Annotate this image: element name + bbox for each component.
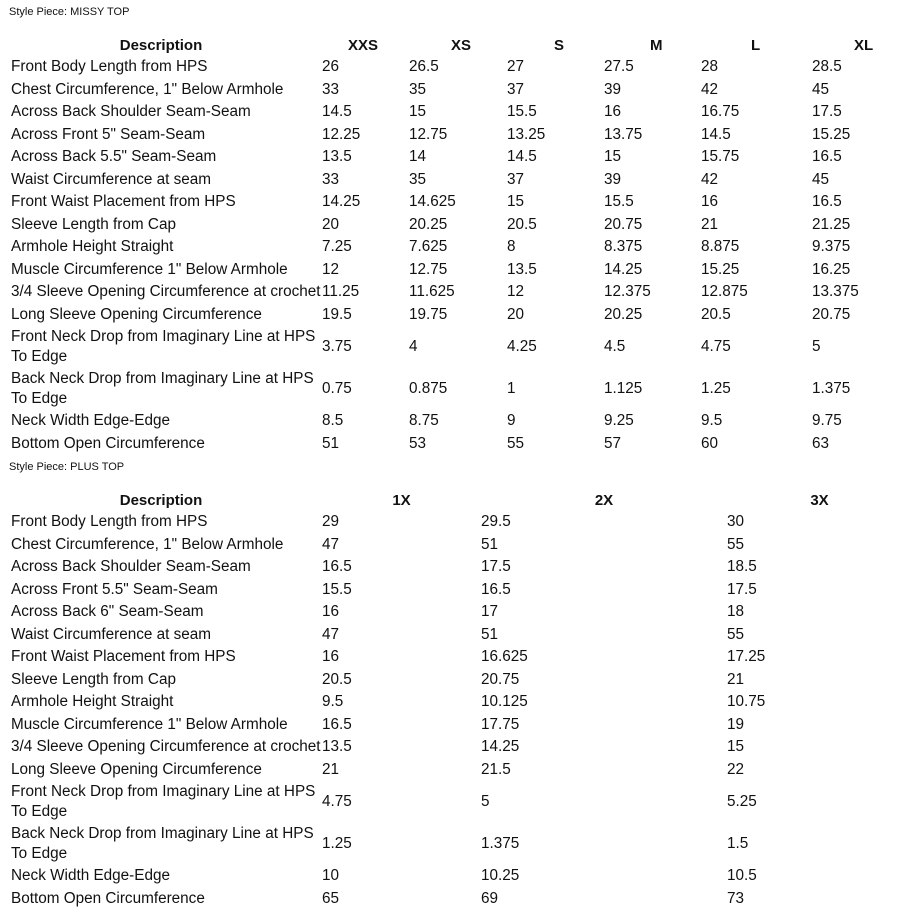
measurement-cell: 14.25 xyxy=(604,260,643,278)
measurement-cell: 27 xyxy=(507,58,525,76)
row-description: Sleeve Length from Cap xyxy=(11,670,176,688)
measurement-cell: 17.5 xyxy=(812,103,842,121)
row-description: Long Sleeve Opening Circumference xyxy=(11,305,262,323)
table-row xyxy=(0,236,912,259)
plus-size-table xyxy=(0,489,912,910)
missy-section xyxy=(0,0,920,455)
row-description: Front Waist Placement from HPS xyxy=(11,648,236,666)
style-piece-label: Style Piece: PLUS TOP xyxy=(9,461,125,473)
table-row xyxy=(0,759,912,782)
table-row xyxy=(0,259,912,282)
table-row xyxy=(0,579,912,602)
measurement-cell: 42 xyxy=(701,170,719,188)
table-row xyxy=(0,146,912,169)
measurement-cell: 11.625 xyxy=(409,283,455,301)
measurement-cell: 9.25 xyxy=(604,412,634,430)
row-description: Back Neck Drop from Imaginary Line at HPS To Edge xyxy=(11,370,314,407)
measurement-cell: 9.5 xyxy=(701,412,723,430)
plus-table-body xyxy=(0,511,912,910)
measurement-cell: 1.375 xyxy=(812,380,851,397)
measurement-cell: 14.5 xyxy=(507,148,537,166)
measurement-cell: 22 xyxy=(727,760,745,778)
measurement-cell: 35 xyxy=(409,80,427,98)
measurement-cell: 47 xyxy=(322,535,340,553)
measurement-cell: 51 xyxy=(322,434,340,452)
measurement-cell: 4.75 xyxy=(701,338,731,355)
measurement-cell: 16 xyxy=(322,603,340,621)
row-description: Waist Circumference at seam xyxy=(11,625,212,643)
table-row xyxy=(0,56,912,79)
row-description: Sleeve Length from Cap xyxy=(11,215,176,233)
measurement-cell: 39 xyxy=(604,170,622,188)
row-description: Across Front 5" Seam-Seam xyxy=(11,125,206,143)
table-row xyxy=(0,169,912,192)
measurement-cell: 9.5 xyxy=(322,693,344,711)
measurement-cell: 7.25 xyxy=(322,238,352,256)
table-row xyxy=(0,433,912,456)
column-header: XL xyxy=(854,36,874,54)
row-description: Armhole Height Straight xyxy=(11,238,174,256)
measurement-cell: 1.25 xyxy=(701,380,731,397)
measurement-cell: 15.25 xyxy=(701,260,740,278)
measurement-cell: 19.5 xyxy=(322,305,352,323)
measurement-cell: 9 xyxy=(507,412,516,430)
table-row xyxy=(0,691,912,714)
row-description: Across Back 6" Seam-Seam xyxy=(11,603,204,621)
measurement-cell: 26.5 xyxy=(409,58,439,76)
measurement-cell: 16 xyxy=(701,193,719,211)
table-row xyxy=(0,214,912,237)
measurement-cell: 15.5 xyxy=(507,103,537,121)
measurement-cell: 18 xyxy=(727,603,745,621)
measurement-cell: 14.25 xyxy=(322,193,361,211)
measurement-cell: 42 xyxy=(701,80,719,98)
measurement-cell: 9.75 xyxy=(812,412,842,430)
measurement-cell: 12.75 xyxy=(409,260,448,278)
table-row xyxy=(0,781,912,823)
measurement-cell: 7.625 xyxy=(409,238,448,256)
table-row xyxy=(0,865,912,888)
measurement-cell: 20.25 xyxy=(604,305,643,323)
measurement-cell: 69 xyxy=(481,889,499,907)
measurement-cell: 1.25 xyxy=(322,835,352,852)
row-description: Armhole Height Straight xyxy=(11,693,174,711)
missy-table-body xyxy=(0,56,912,455)
measurement-cell: 20.5 xyxy=(701,305,731,323)
measurement-cell: 8.75 xyxy=(409,412,439,430)
style-piece-label: Style Piece: MISSY TOP xyxy=(9,6,130,18)
row-description: Front Waist Placement from HPS xyxy=(11,193,236,211)
measurement-cell: 1.375 xyxy=(481,835,520,852)
measurement-cell: 10 xyxy=(322,867,340,885)
measurement-cell: 16.5 xyxy=(322,558,352,576)
measurement-cell: 19 xyxy=(727,715,745,733)
column-header: XXS xyxy=(348,36,379,54)
row-description: Across Back Shoulder Seam-Seam xyxy=(11,103,251,121)
measurement-cell: 14.5 xyxy=(322,103,352,121)
table-row xyxy=(0,823,912,865)
measurement-cell: 21.25 xyxy=(812,215,851,233)
measurement-cell: 37 xyxy=(507,170,525,188)
measurement-cell: 17.25 xyxy=(727,648,766,666)
measurement-cell: 1.125 xyxy=(604,380,643,397)
measurement-cell: 20.25 xyxy=(409,215,448,233)
row-description: Front Neck Drop from Imaginary Line at HPS To Edge xyxy=(11,783,316,820)
measurement-cell: 15 xyxy=(409,103,427,121)
row-description: Neck Width Edge-Edge xyxy=(11,412,170,430)
measurement-cell: 60 xyxy=(701,434,719,452)
measurement-cell: 16 xyxy=(322,648,340,666)
measurement-cell: 15.25 xyxy=(812,125,851,143)
table-row xyxy=(0,888,912,911)
measurement-cell: 15.5 xyxy=(322,580,352,598)
measurement-cell: 21.5 xyxy=(481,760,511,778)
row-description: Across Front 5.5" Seam-Seam xyxy=(11,580,218,598)
measurement-cell: 37 xyxy=(507,80,525,98)
row-description: Chest Circumference, 1" Below Armhole xyxy=(11,80,284,98)
column-header: S xyxy=(554,36,565,54)
measurement-cell: 15 xyxy=(507,193,525,211)
measurement-cell: 1 xyxy=(507,380,516,397)
measurement-cell: 63 xyxy=(812,434,830,452)
measurement-cell: 20 xyxy=(322,215,340,233)
measurement-cell: 29 xyxy=(322,513,340,531)
measurement-cell: 16.5 xyxy=(812,148,842,166)
row-description: Front Neck Drop from Imaginary Line at HPS To Edge xyxy=(11,328,316,365)
measurement-cell: 1.5 xyxy=(727,835,749,852)
measurement-cell: 17.5 xyxy=(727,580,757,598)
table-header-row xyxy=(0,489,912,511)
measurement-cell: 4 xyxy=(409,338,418,355)
measurement-cell: 17.5 xyxy=(481,558,511,576)
measurement-cell: 17.75 xyxy=(481,715,520,733)
measurement-cell: 4.5 xyxy=(604,338,626,355)
table-row xyxy=(0,79,912,102)
measurement-cell: 55 xyxy=(507,434,525,452)
measurement-cell: 20.75 xyxy=(604,215,643,233)
measurement-cell: 10.125 xyxy=(481,693,528,711)
row-description: Neck Width Edge-Edge xyxy=(11,867,170,885)
measurement-cell: 13.5 xyxy=(507,260,537,278)
table-row xyxy=(0,511,912,534)
measurement-cell: 21 xyxy=(701,215,719,233)
measurement-cell: 16.625 xyxy=(481,648,528,666)
measurement-cell: 12.75 xyxy=(409,125,448,143)
row-description: Back Neck Drop from Imaginary Line at HPS To Edge xyxy=(11,825,314,862)
column-header: 1X xyxy=(392,491,411,509)
measurement-cell: 28 xyxy=(701,58,719,76)
row-description: Across Back 5.5" Seam-Seam xyxy=(11,148,217,166)
measurement-cell: 8.375 xyxy=(604,238,643,256)
table-row xyxy=(0,124,912,147)
measurement-cell: 14 xyxy=(409,148,427,166)
measurement-cell: 18.5 xyxy=(727,558,757,576)
row-description: Chest Circumference, 1" Below Armhole xyxy=(11,535,284,553)
table-row xyxy=(0,304,912,327)
measurement-cell: 12 xyxy=(322,260,340,278)
measurement-cell: 5.25 xyxy=(727,793,757,810)
measurement-cell: 14.5 xyxy=(701,125,731,143)
measurement-cell: 47 xyxy=(322,625,340,643)
measurement-cell: 16.25 xyxy=(812,260,851,278)
column-header: Description xyxy=(119,491,203,509)
measurement-cell: 12.375 xyxy=(604,283,651,301)
measurement-cell: 4.25 xyxy=(507,338,537,355)
measurement-cell: 19.75 xyxy=(409,305,448,323)
row-description: Muscle Circumference 1" Below Armhole xyxy=(11,715,288,733)
row-description: Bottom Open Circumference xyxy=(11,434,205,452)
measurement-cell: 20.75 xyxy=(812,305,851,323)
column-header: M xyxy=(650,36,663,54)
table-row xyxy=(0,601,912,624)
table-row xyxy=(0,624,912,647)
measurement-cell: 15 xyxy=(727,738,745,756)
measurement-cell: 65 xyxy=(322,889,340,907)
row-description: Muscle Circumference 1" Below Armhole xyxy=(11,260,288,278)
measurement-cell: 55 xyxy=(727,625,745,643)
column-header: 3X xyxy=(810,491,829,509)
measurement-cell: 20.5 xyxy=(507,215,537,233)
measurement-cell: 15.5 xyxy=(604,193,634,211)
measurement-cell: 14.25 xyxy=(481,738,520,756)
column-header: 2X xyxy=(594,491,614,509)
measurement-cell: 45 xyxy=(812,80,830,98)
measurement-cell: 35 xyxy=(409,170,427,188)
missy-size-table xyxy=(0,34,912,455)
table-row xyxy=(0,646,912,669)
row-description: Waist Circumference at seam xyxy=(11,170,212,188)
measurement-cell: 3.75 xyxy=(322,338,352,355)
measurement-cell: 13.5 xyxy=(322,738,352,756)
measurement-cell: 55 xyxy=(727,535,745,553)
measurement-cell: 16 xyxy=(604,103,622,121)
measurement-cell: 28.5 xyxy=(812,58,842,76)
measurement-cell: 13.75 xyxy=(604,125,643,143)
measurement-cell: 27.5 xyxy=(604,58,634,76)
measurement-cell: 10.75 xyxy=(727,693,766,711)
measurement-cell: 5 xyxy=(812,338,821,355)
column-header: L xyxy=(751,36,761,54)
row-description: Front Body Length from HPS xyxy=(11,513,208,531)
measurement-cell: 9.375 xyxy=(812,238,851,256)
measurement-cell: 51 xyxy=(481,625,499,643)
row-description: Across Back Shoulder Seam-Seam xyxy=(11,558,251,576)
measurement-cell: 12.25 xyxy=(322,125,361,143)
measurement-cell: 21 xyxy=(727,670,745,688)
measurement-cell: 15.75 xyxy=(701,148,740,166)
measurement-cell: 15 xyxy=(604,148,622,166)
measurement-cell: 33 xyxy=(322,80,340,98)
measurement-cell: 13.25 xyxy=(507,125,546,143)
measurement-cell: 21 xyxy=(322,760,340,778)
measurement-cell: 57 xyxy=(604,434,622,452)
measurement-cell: 39 xyxy=(604,80,622,98)
table-row xyxy=(0,410,912,433)
plus-section xyxy=(0,455,920,910)
measurement-cell: 13.375 xyxy=(812,283,859,301)
measurement-cell: 4.75 xyxy=(322,793,352,810)
measurement-cell: 29.5 xyxy=(481,513,511,531)
table-row xyxy=(0,669,912,692)
measurement-cell: 30 xyxy=(727,513,745,531)
table-row xyxy=(0,368,912,410)
measurement-cell: 8.875 xyxy=(701,238,740,256)
table-row xyxy=(0,556,912,579)
measurement-cell: 45 xyxy=(812,170,830,188)
column-header: XS xyxy=(451,36,472,54)
measurement-cell: 33 xyxy=(322,170,340,188)
measurement-cell: 20 xyxy=(507,305,525,323)
measurement-cell: 53 xyxy=(409,434,427,452)
table-row xyxy=(0,736,912,759)
measurement-cell: 8.5 xyxy=(322,412,344,430)
measurement-cell: 20.5 xyxy=(322,670,352,688)
measurement-cell: 16.5 xyxy=(322,715,352,733)
measurement-cell: 13.5 xyxy=(322,148,352,166)
measurement-cell: 14.625 xyxy=(409,193,456,211)
table-row xyxy=(0,326,912,368)
table-row xyxy=(0,714,912,737)
column-header: Description xyxy=(119,36,203,54)
measurement-cell: 0.75 xyxy=(322,380,352,397)
measurement-cell: 16.75 xyxy=(701,103,740,121)
table-header-row xyxy=(0,34,912,56)
measurement-cell: 20.75 xyxy=(481,670,520,688)
measurement-cell: 10.5 xyxy=(727,867,757,885)
measurement-cell: 0.875 xyxy=(409,380,448,397)
measurement-cell: 17 xyxy=(481,603,499,621)
measurement-cell: 16.5 xyxy=(481,580,511,598)
measurement-cell: 8 xyxy=(507,238,516,256)
row-description: Front Body Length from HPS xyxy=(11,58,208,76)
row-description: 3/4 Sleeve Opening Circumference at crochet xyxy=(11,738,321,756)
measurement-cell: 11.25 xyxy=(322,283,360,301)
measurement-cell: 51 xyxy=(481,535,499,553)
measurement-cell: 16.5 xyxy=(812,193,842,211)
measurement-cell: 5 xyxy=(481,793,490,810)
row-description: Long Sleeve Opening Circumference xyxy=(11,760,262,778)
table-row xyxy=(0,534,912,557)
measurement-cell: 12 xyxy=(507,283,525,301)
row-description: Bottom Open Circumference xyxy=(11,889,205,907)
measurement-cell: 26 xyxy=(322,58,340,76)
measurement-cell: 73 xyxy=(727,889,745,907)
table-row xyxy=(0,281,912,304)
row-description: 3/4 Sleeve Opening Circumference at crochet xyxy=(11,283,321,301)
table-row xyxy=(0,191,912,214)
table-row xyxy=(0,101,912,124)
measurement-cell: 12.875 xyxy=(701,283,748,301)
measurement-cell: 10.25 xyxy=(481,867,520,885)
